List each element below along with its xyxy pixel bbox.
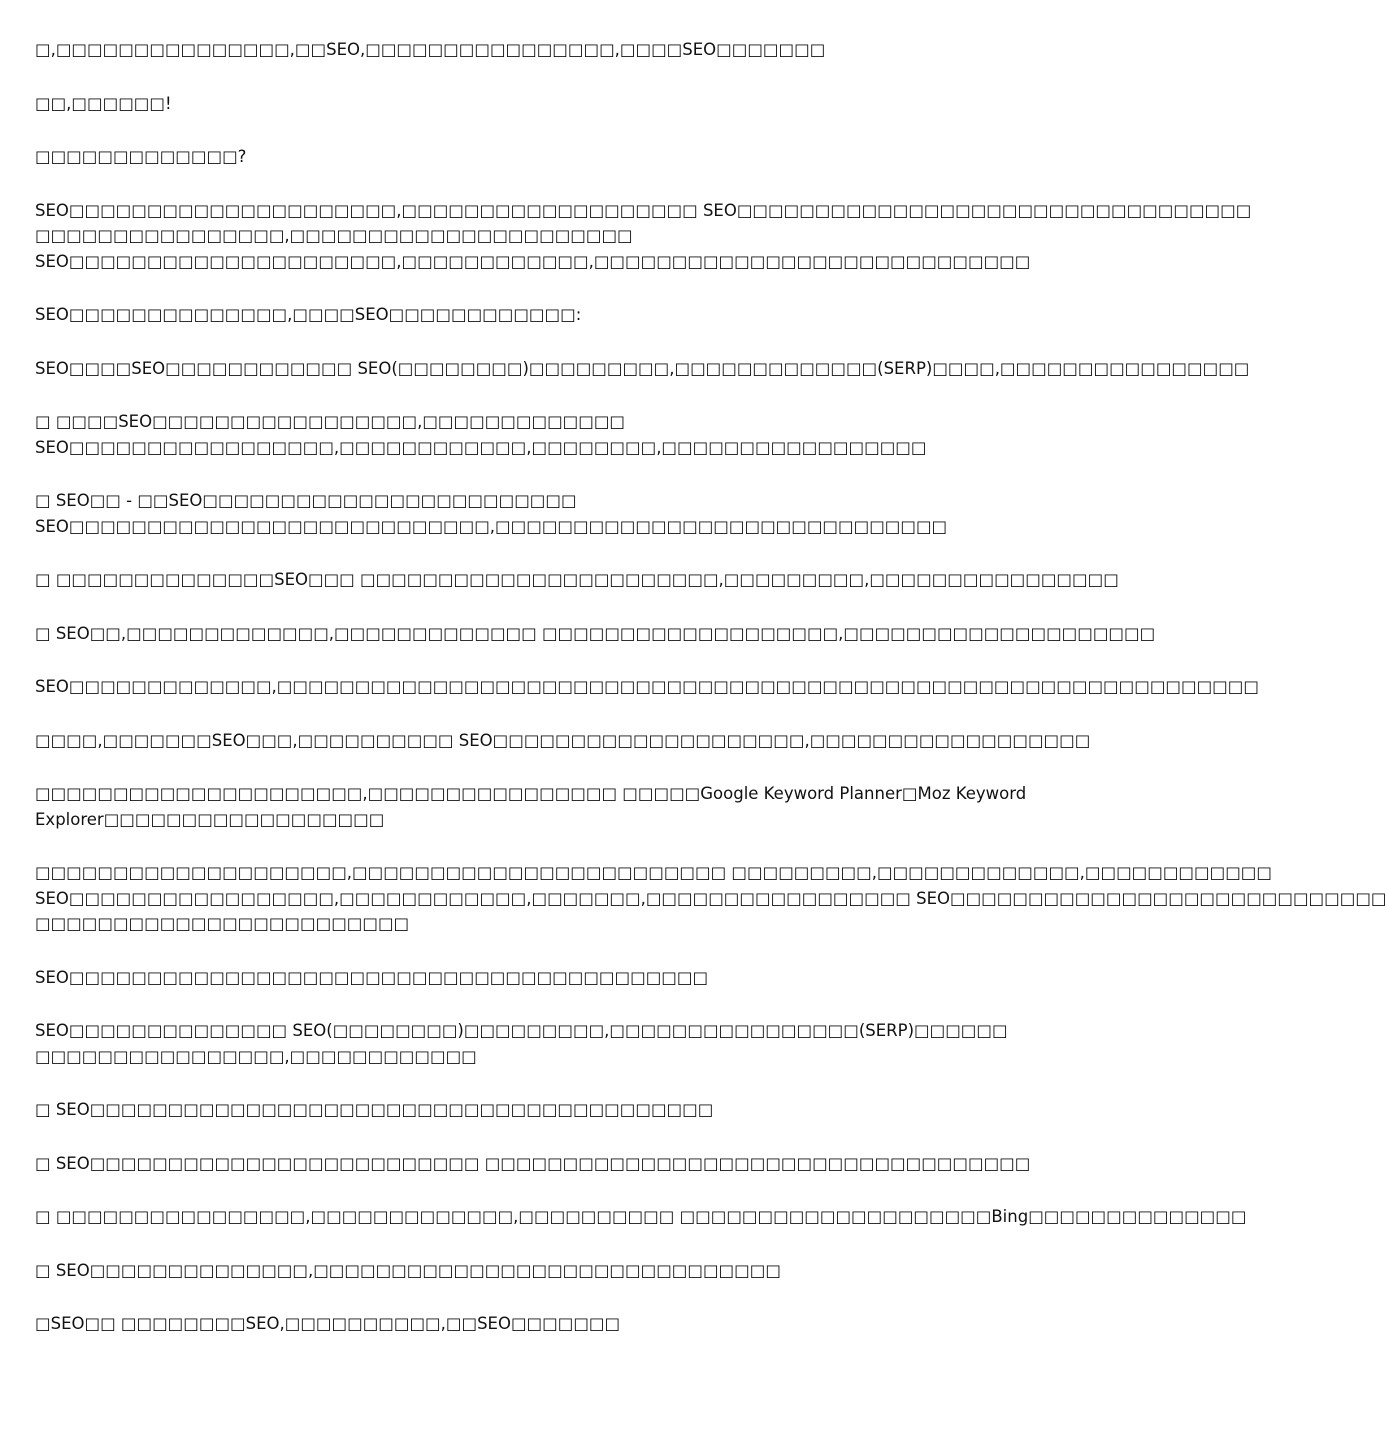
text-line: SEO□□□□□□□□□□□□□□□□□,□□□□□□□□□□□□,□□□□□□□,□□□□□□□□□□□□□□□□□ SEO□□□□□□□□□□□□□□□□□□□□□□□□□□□□ (35, 888, 1387, 908)
text-line: □ □□□□□□□□□□□□□□SEO□□□ □□□□□□□□□□□□□□□□□□□□□□□,□□□□□□□□□,□□□□□□□□□□□□□□□□ (35, 570, 1119, 589)
text-line: SEO□□□□□□□□□□□□□□□□□,□□□□□□□□□□□□,□□□□□□□□,□□□□□□□□□□□□□□□□□ (35, 437, 927, 457)
text-line: □SEO□□ □□□□□□□□SEO,□□□□□□□□□□,□□SEO□□□□□□□ (35, 1314, 621, 1333)
paragraph-12 (35, 728, 1091, 754)
paragraph-15 (35, 965, 995, 991)
paragraph-21 (35, 1311, 995, 1337)
paragraph-1 (35, 37, 995, 63)
text-line: □□□□□□□□□□□□□□□□□□□□□□□□ (35, 914, 410, 933)
document-body (35, 37, 1387, 1365)
paragraph-14 (35, 860, 1387, 937)
text-line: □ □□□□□□□□□□□□□□□□,□□□□□□□□□□□□□,□□□□□□□□□□ □□□□□□□□□□□□□□□□□□□□Bing□□□□□□□□□□□□□□ (35, 1207, 1247, 1226)
paragraph-4 (35, 198, 1252, 275)
text-line: □□□□□□□□□□□□□□□□□□□□□,□□□□□□□□□□□□□□□□ □□□□□Google Keyword Planner□Moz Keyword (35, 784, 1027, 803)
paragraph-8 (35, 488, 995, 539)
paragraph-7 (35, 409, 995, 460)
text-line: SEO□□□□□□□□□□□□□□□□□□□□□□□□□□□□□□□□□□□□□□□□□ (35, 967, 709, 987)
text-line: □,□□□□□□□□□□□□□□□,□□SEO,□□□□□□□□□□□□□□□□,□□□□SEO□□□□□□□ (35, 40, 826, 59)
text-line: □□,□□□□□□! (35, 93, 172, 113)
text-line: □□□□□□□□□□□□□□□□□□□□,□□□□□□□□□□□□□□□□□□□□□□□□ □□□□□□□□□,□□□□□□□□□□□□□,□□□□□□□□□□□□ (35, 863, 1272, 882)
paragraph-2 (35, 91, 995, 117)
text-line: Explorer□□□□□□□□□□□□□□□□□□ (35, 809, 385, 829)
text-line: SEO□□□□□□□□□□□□□,□□□□□□□□□□□□□□□□□□□□□□□□□□□□□□□□□□□□□□□□□□□□□□□□□□□□□□□□□□□□□□□ (35, 677, 1259, 696)
text-line: □□□□□□□□□□□□□□□□,□□□□□□□□□□□□□□□□□□□□□□ (35, 226, 633, 245)
text-line: SEO□□□□□□□□□□□□□□ SEO(□□□□□□□□)□□□□□□□□□,□□□□□□□□□□□□□□□□(SERP)□□□□□□ (35, 1021, 1008, 1040)
text-line: SEO□□□□SEO□□□□□□□□□□□□ SEO(□□□□□□□□)□□□□□□□□□,□□□□□□□□□□□□□(SERP)□□□□,□□□□□□□□□□□□□□□□ (35, 358, 1250, 378)
text-line: SEO□□□□□□□□□□□□□□□□□□□□□,□□□□□□□□□□□□□□□□□□□ SEO□□□□□□□□□□□□□□□□□□□□□□□□□□□□□□□□□ (35, 200, 1252, 220)
paragraph-19 (35, 1204, 1247, 1230)
text-line: SEO□□□□□□□□□□□□□□□□□□□□□,□□□□□□□□□□□□,□□□□□□□□□□□□□□□□□□□□□□□□□□□□ (35, 251, 1031, 271)
paragraph-20 (35, 1258, 995, 1284)
text-line: □□□□,□□□□□□□SEO□□□,□□□□□□□□□□ SEO□□□□□□□□□□□□□□□□□□□□,□□□□□□□□□□□□□□□□□□ (35, 730, 1091, 750)
text-line: □ SEO□□□□□□□□□□□□□□□□□□□□□□□□□ □□□□□□□□□□□□□□□□□□□□□□□□□□□□□□□□□□□ (35, 1153, 1031, 1173)
paragraph-3 (35, 144, 995, 170)
paragraph-17 (35, 1097, 995, 1123)
text-line: SEO□□□□□□□□□□□□□□,□□□□SEO□□□□□□□□□□□□: (35, 305, 582, 324)
paragraph-10 (35, 621, 1156, 647)
paragraph-13 (35, 781, 1027, 832)
text-line: □ SEO□□□□□□□□□□□□□□,□□□□□□□□□□□□□□□□□□□□□□□□□□□□□□ (35, 1260, 781, 1280)
paragraph-6 (35, 356, 1250, 382)
paragraph-5 (35, 302, 995, 328)
text-line: □ SEO□□,□□□□□□□□□□□□□,□□□□□□□□□□□□□ □□□□□□□□□□□□□□□□□□□,□□□□□□□□□□□□□□□□□□□□ (35, 623, 1156, 643)
text-line: □ □□□□SEO□□□□□□□□□□□□□□□□□,□□□□□□□□□□□□□ (35, 412, 626, 431)
text-line: □ SEO□□ - □□SEO□□□□□□□□□□□□□□□□□□□□□□□□ (35, 491, 577, 510)
paragraph-16 (35, 1018, 1008, 1069)
paragraph-9 (35, 567, 1119, 593)
text-line: □ SEO□□□□□□□□□□□□□□□□□□□□□□□□□□□□□□□□□□□□□□□□ (35, 1100, 714, 1119)
text-line: □□□□□□□□□□□□□□□□,□□□□□□□□□□□□ (35, 1046, 477, 1066)
paragraph-11 (35, 674, 1259, 700)
paragraph-18 (35, 1151, 1031, 1177)
text-line: □□□□□□□□□□□□□? (35, 147, 247, 166)
text-line: SEO□□□□□□□□□□□□□□□□□□□□□□□□□□□,□□□□□□□□□□□□□□□□□□□□□□□□□□□□□ (35, 516, 948, 536)
